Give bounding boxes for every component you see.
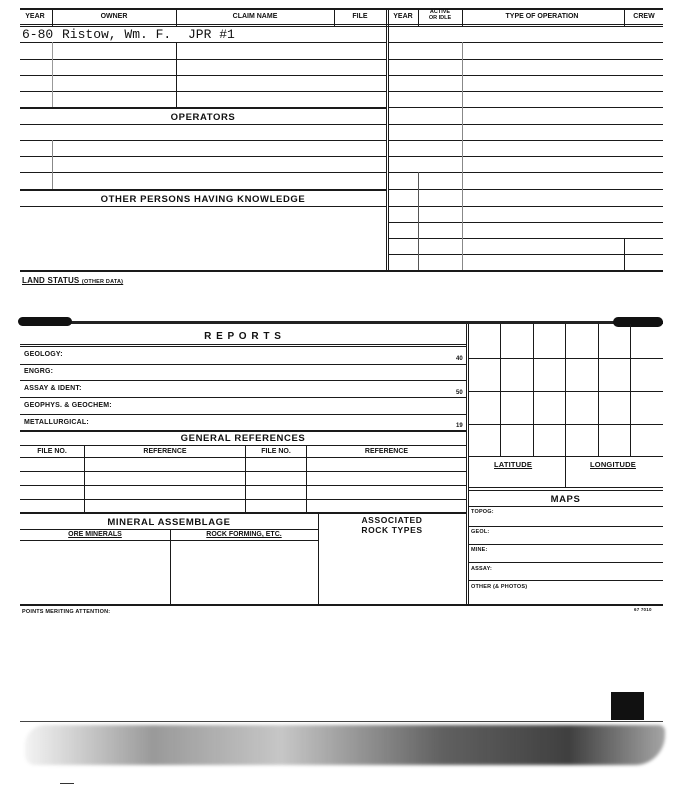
ore-minerals-header: ORE MINERALS — [68, 531, 122, 538]
grid-col — [565, 324, 566, 487]
col-divider — [418, 8, 419, 26]
maps-assay: ASSAY: — [471, 566, 493, 572]
activity-row — [388, 156, 663, 157]
claim-col-line — [176, 42, 177, 108]
activity-row — [388, 189, 663, 190]
operators-top-line — [20, 107, 386, 109]
type-col-faint — [462, 42, 463, 270]
row-line — [20, 172, 386, 173]
grid-col — [630, 324, 631, 456]
scan-dash — [60, 783, 74, 784]
header-file: FILE — [352, 13, 368, 20]
maps-row — [468, 580, 663, 581]
header-claim-name: CLAIM NAME — [232, 13, 278, 20]
reports-row-line — [20, 364, 466, 365]
report-geophys: GEOPHYS. & GEOCHEM: — [24, 402, 112, 409]
top-border — [20, 8, 663, 10]
associated-rock-types-heading: ASSOCIATED ROCK TYPES — [361, 515, 423, 535]
lower-bottom-line — [20, 604, 663, 606]
entry-year: 6-80 — [22, 27, 54, 42]
col-divider — [624, 8, 625, 26]
gr-row — [20, 485, 466, 486]
gr-col — [84, 445, 85, 512]
upper-bottom-line — [20, 270, 663, 272]
right-block-divider — [466, 324, 467, 604]
rock-forming-header: ROCK FORMING, ETC. — [206, 531, 282, 538]
activity-row — [388, 59, 663, 60]
row-line — [20, 75, 386, 76]
header-year: YEAR — [25, 13, 45, 20]
points-meriting-attention: POINTS MERITING ATTENTION: — [22, 609, 111, 615]
maps-other: OTHER (& PHOTOS) — [471, 584, 528, 590]
activity-row — [388, 222, 663, 223]
col-divider — [334, 8, 335, 26]
scan-block-mark — [611, 692, 644, 720]
grid-row — [468, 358, 663, 359]
activity-row — [388, 42, 663, 43]
gr-line — [20, 445, 466, 446]
activity-row — [388, 140, 663, 141]
maps-geol: GEOL: — [471, 529, 490, 535]
reports-row-line — [20, 397, 466, 398]
gr-col — [306, 445, 307, 512]
reports-line — [20, 346, 466, 347]
header-active-or-idle: ACTIVE OR IDLE — [428, 9, 452, 21]
reports-row-line — [20, 380, 466, 381]
activity-row — [388, 254, 663, 255]
main-divider — [386, 8, 387, 270]
report-engrg: ENGRG: — [24, 368, 54, 375]
header-type-of-operation: TYPE OF OPERATION — [505, 13, 579, 20]
other-persons-top-line — [20, 189, 386, 191]
report-num: 19 — [456, 423, 463, 429]
grid-row — [468, 391, 663, 392]
longitude-label: LONGITUDE — [590, 460, 636, 469]
year-col-faint — [52, 42, 53, 108]
crew-col-line — [624, 238, 625, 270]
reports-line — [20, 344, 466, 345]
activity-row — [388, 206, 663, 207]
gr-header-reference-2: REFERENCE — [364, 448, 409, 455]
gr-bottom — [20, 512, 466, 514]
main-divider-2 — [388, 8, 389, 270]
gr-col — [245, 445, 246, 512]
reports-separator — [20, 321, 663, 324]
grid-row — [468, 456, 663, 457]
gr-row — [20, 499, 466, 500]
header-crew: CREW — [633, 13, 655, 20]
col-divider — [52, 8, 53, 26]
activity-row — [388, 107, 663, 108]
scan-mark-left — [18, 317, 72, 326]
row-line — [20, 42, 386, 43]
report-num: 40 — [456, 356, 463, 362]
activity-row — [388, 238, 663, 239]
gr-row — [20, 471, 466, 472]
report-num: 50 — [456, 390, 463, 396]
scan-edge-line — [20, 721, 663, 722]
maps-heading: MAPS — [550, 494, 581, 505]
row-line — [20, 206, 386, 207]
gr-header-reference: REFERENCE — [143, 448, 187, 455]
col-divider — [462, 8, 463, 26]
operators-heading: OPERATORS — [170, 112, 236, 123]
coord-bottom — [468, 487, 663, 488]
maps-row — [468, 562, 663, 563]
activity-row — [388, 124, 663, 125]
gr-line — [20, 457, 466, 458]
header-owner: OWNER — [100, 13, 128, 20]
header-year-2: YEAR — [393, 13, 413, 20]
grid-row — [468, 424, 663, 425]
mineral-col — [170, 529, 171, 604]
mineral-assemblage-heading: MINERAL ASSEMBLAGE — [107, 517, 231, 528]
reports-heading: R E P O R T S — [204, 331, 282, 342]
grid-col — [533, 324, 534, 456]
activity-row — [388, 172, 663, 173]
scan-mark-right — [613, 317, 663, 327]
grid-col — [500, 324, 501, 456]
row-line — [20, 91, 386, 92]
coord-bottom-2 — [468, 490, 663, 491]
mineral-col — [318, 512, 319, 604]
report-metallurgical: METALLURGICAL: — [24, 419, 89, 426]
general-references-heading: GENERAL REFERENCES — [180, 433, 306, 444]
other-persons-heading: OTHER PERSONS HAVING KNOWLEDGE — [100, 194, 306, 205]
activity-row — [388, 75, 663, 76]
maps-mine: MINE: — [471, 547, 488, 553]
header-bottom-line — [20, 24, 663, 25]
entry-claim: JPR #1 — [188, 27, 235, 42]
maps-row — [468, 544, 663, 545]
year-col-faint — [52, 140, 53, 190]
mineral-line — [20, 529, 318, 530]
reports-bottom — [20, 430, 466, 432]
col-divider — [176, 8, 177, 26]
maps-line — [468, 506, 663, 507]
entry-owner: Ristow, Wm. F. — [62, 27, 172, 42]
reports-row-line — [20, 414, 466, 415]
report-assay: ASSAY & IDENT: — [24, 385, 82, 392]
maps-topog: TOPOG: — [471, 509, 494, 515]
gr-header-file-no: FILE NO. — [37, 448, 67, 455]
gr-header-file-no-2: FILE NO. — [261, 448, 291, 455]
maps-row — [468, 526, 663, 527]
active-col-line — [418, 172, 419, 270]
scan-smudge — [25, 725, 665, 765]
activity-row — [388, 91, 663, 92]
row-line — [20, 140, 386, 141]
form-number: 67 7010 — [634, 607, 652, 612]
land-status-label: LAND STATUS (OTHER DATA) — [22, 276, 124, 285]
grid-col — [598, 324, 599, 456]
row-line — [20, 59, 386, 60]
report-geology: GEOLOGY: — [24, 351, 63, 358]
latitude-label: LATITUDE — [494, 460, 533, 469]
mineral-line — [20, 540, 318, 541]
row-line — [20, 156, 386, 157]
row-line — [20, 124, 386, 125]
